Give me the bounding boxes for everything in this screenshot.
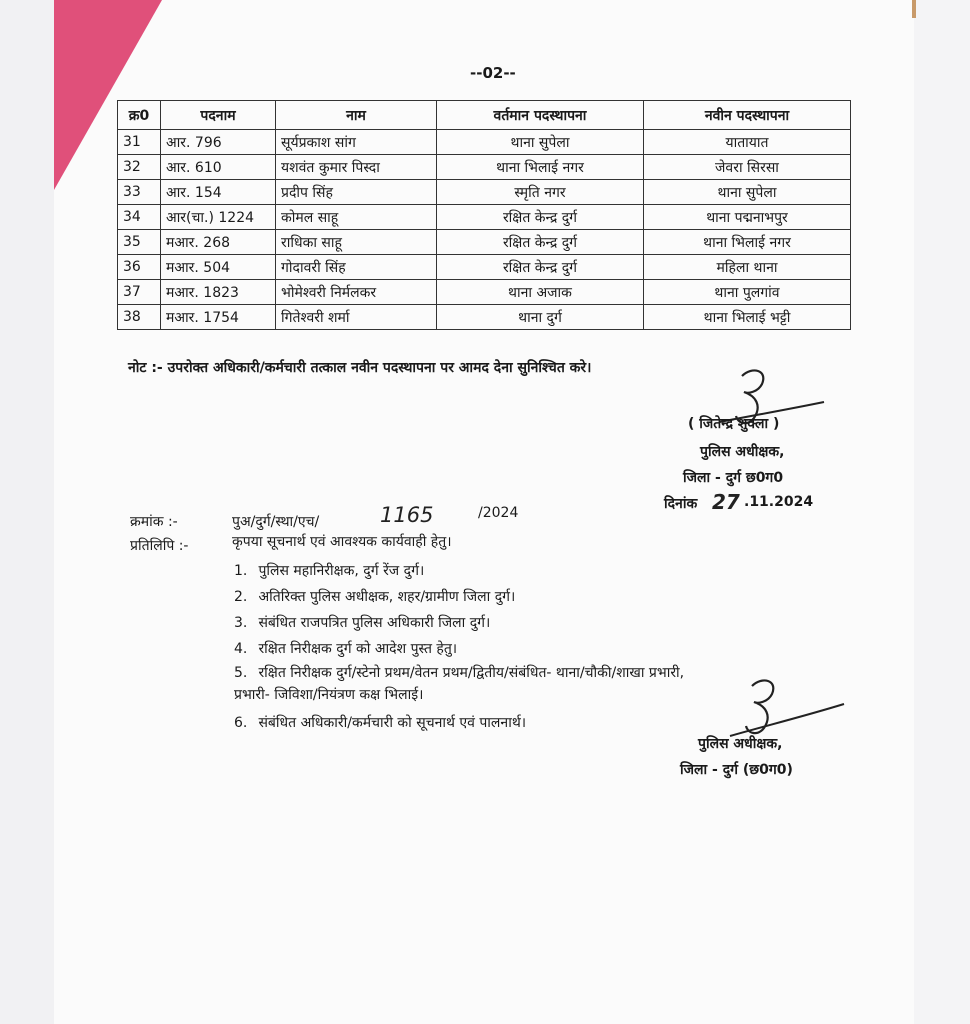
cell-serial: 33 [118, 180, 161, 205]
cell-current-posting: रक्षित केन्द्र दुर्ग [437, 205, 644, 230]
cell-new-posting: थाना पुलगांव [644, 280, 851, 305]
list-item-number: 2. [234, 589, 248, 605]
header-designation: पदनाम [161, 101, 276, 130]
list-item-number: 5. [234, 665, 248, 681]
note-text: नोट :- उपरोक्त अधिकारी/कर्मचारी तत्काल नवीन पदस्थापना पर आमद देना सुनिश्चित करे। [128, 360, 592, 376]
footer-district: जिला - दुर्ग (छ0ग0) [680, 762, 793, 778]
table-row [118, 280, 851, 305]
cell-serial: 37 [118, 280, 161, 305]
page-number: --02-- [470, 64, 516, 82]
list-item-text: संबंधित अधिकारी/कर्मचारी को सूचनार्थ एवं पालनार्थ। [258, 715, 527, 731]
officer-designation: पुलिस अधीक्षक, [700, 444, 785, 460]
background-strip [914, 0, 970, 1024]
header-serial: क्र0 [118, 101, 161, 130]
cell-name: सूर्यप्रकाश सांग [276, 130, 437, 155]
list-item-text: रक्षित निरीक्षक दुर्ग को आदेश पुस्त हेतु। [258, 641, 458, 657]
list-item-number: 4. [234, 641, 248, 657]
list-item-number: 1. [234, 563, 248, 579]
list-item-text: पुलिस महानिरीक्षक, दुर्ग रेंज दुर्ग। [258, 563, 425, 579]
reference-label: क्रमांक :- [130, 514, 178, 530]
reference-prefix: पुअ/दुर्ग/स्था/एच/ [232, 514, 320, 530]
list-item [234, 636, 854, 662]
table-row [118, 130, 851, 155]
transfer-table [117, 100, 851, 330]
cell-new-posting: जेवरा सिरसा [644, 155, 851, 180]
cell-current-posting: रक्षित केन्द्र दुर्ग [437, 230, 644, 255]
cell-current-posting: थाना दुर्ग [437, 305, 644, 330]
cell-name: भोमेश्वरी निर्मलकर [276, 280, 437, 305]
paper-edge-mark [912, 0, 916, 18]
reference-number-handwritten: 1165 [380, 503, 434, 527]
cell-serial: 36 [118, 255, 161, 280]
cell-name: गितेश्वरी शर्मा [276, 305, 437, 330]
list-item-number: 3. [234, 615, 248, 631]
cell-name: कोमल साहू [276, 205, 437, 230]
officer-district: जिला - दुर्ग छ0ग0 [683, 470, 784, 486]
table-row [118, 155, 851, 180]
list-item-text: अतिरिक्त पुलिस अधीक्षक, शहर/ग्रामीण जिला दुर्ग। [258, 589, 516, 605]
cell-current-posting: रक्षित केन्द्र दुर्ग [437, 255, 644, 280]
cell-new-posting: थाना सुपेला [644, 180, 851, 205]
cell-serial: 34 [118, 205, 161, 230]
cell-new-posting: थाना पद्मनाभपुर [644, 205, 851, 230]
header-name: नाम [276, 101, 437, 130]
list-item-text: रक्षित निरीक्षक दुर्ग/स्टेनो प्रथम/वेतन प्रथम/द्वितीय/संबंधित- थाना/चौकी/शाखा प्रभारी, [258, 665, 685, 681]
date-label: दिनांक [664, 496, 698, 512]
cell-designation: मआर. 1754 [161, 305, 276, 330]
cell-serial: 38 [118, 305, 161, 330]
cell-name: गोदावरी सिंह [276, 255, 437, 280]
cell-designation: आर. 154 [161, 180, 276, 205]
list-item-text-continued: प्रभारी- जिविशा/नियंत्रण कक्ष भिलाई। [234, 687, 424, 703]
cell-designation: आर. 610 [161, 155, 276, 180]
cell-serial: 35 [118, 230, 161, 255]
list-item-text: संबंधित राजपत्रित पुलिस अधिकारी जिला दुर्ग। [258, 615, 491, 631]
list-item [234, 558, 854, 584]
cell-serial: 31 [118, 130, 161, 155]
list-item [234, 584, 854, 610]
cell-current-posting: थाना भिलाई नगर [437, 155, 644, 180]
copy-intro: कृपया सूचनार्थ एवं आवश्यक कार्यवाही हेतु। [232, 534, 452, 550]
copy-label: प्रतिलिपि :- [130, 538, 189, 554]
footer-designation: पुलिस अधीक्षक, [698, 736, 783, 752]
cell-current-posting: थाना अजाक [437, 280, 644, 305]
list-item [234, 610, 854, 636]
cell-new-posting: यातायात [644, 130, 851, 155]
officer-name: ( जितेन्द्र शुक्ला ) [688, 416, 780, 432]
header-current-posting: वर्तमान पदस्थापना [437, 101, 644, 130]
header-new-posting: नवीन पदस्थापना [644, 101, 851, 130]
cell-name: राधिका साहू [276, 230, 437, 255]
cell-designation: मआर. 1823 [161, 280, 276, 305]
table-row [118, 255, 851, 280]
cell-name: यशवंत कुमार पिस्दा [276, 155, 437, 180]
cell-new-posting: थाना भिलाई भट्टी [644, 305, 851, 330]
reference-year: /2024 [478, 505, 519, 521]
date-month-year: .11.2024 [744, 494, 814, 510]
table-row [118, 305, 851, 330]
cell-current-posting: स्मृति नगर [437, 180, 644, 205]
cell-designation: आर(चा.) 1224 [161, 205, 276, 230]
table-header-row [118, 101, 851, 130]
table-row [118, 180, 851, 205]
cell-current-posting: थाना सुपेला [437, 130, 644, 155]
cell-new-posting: थाना भिलाई नगर [644, 230, 851, 255]
table-row [118, 230, 851, 255]
date-handwritten-day: 27 [712, 490, 740, 514]
cell-serial: 32 [118, 155, 161, 180]
table-row [118, 205, 851, 230]
cell-designation: मआर. 268 [161, 230, 276, 255]
cell-designation: आर. 796 [161, 130, 276, 155]
cell-designation: मआर. 504 [161, 255, 276, 280]
list-item-number: 6. [234, 715, 248, 731]
cell-new-posting: महिला थाना [644, 255, 851, 280]
cell-name: प्रदीप सिंह [276, 180, 437, 205]
